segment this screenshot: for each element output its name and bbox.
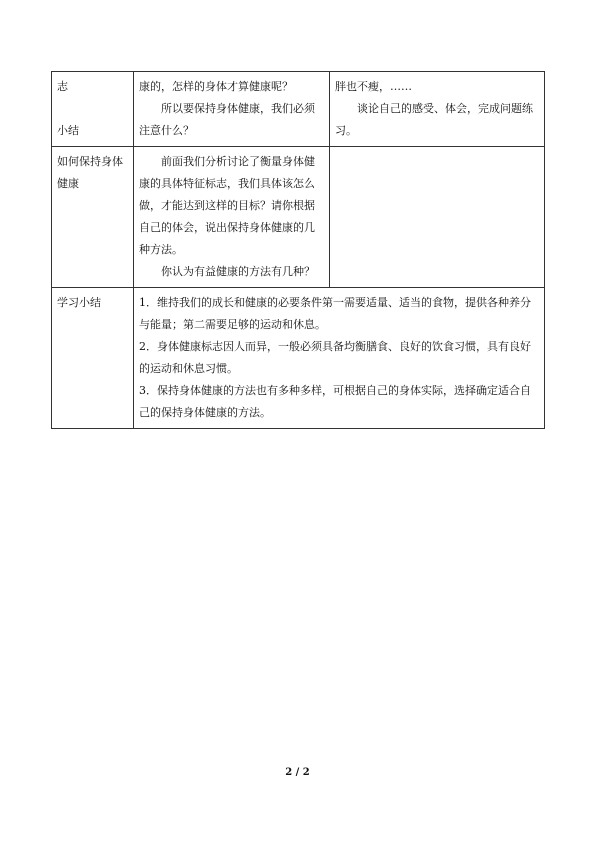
summary-item: 1．维持我们的成长和健康的必要条件第一需要适量、适当的食物，提供各种养分与能量；第二需要足够的运动和休息。 [139, 296, 531, 331]
row-label: 志 [57, 80, 68, 93]
student-activity-cell [330, 147, 545, 288]
paragraph: 胖也不瘦，…… [335, 80, 412, 93]
row-label: 小结 [57, 124, 79, 137]
teacher-activity-cell [134, 147, 330, 288]
lesson-table [51, 71, 545, 429]
table-row [52, 72, 545, 147]
page-number: 2 / 2 [285, 767, 310, 778]
row-label: 学习小结 [57, 296, 101, 309]
paragraph: 康的，怎样的身体才算健康呢？ [139, 80, 293, 93]
table-row [52, 288, 545, 429]
paragraph: 谈论自己的感受、体会，完成问题练习。 [335, 102, 533, 137]
paragraph: 你认为有益健康的方法有几种？ [161, 265, 315, 278]
table-row [52, 147, 545, 288]
summary-item: 2．身体健康标志因人而异，一般必须具备均衡膳食、良好的饮食习惯，具有良好的运动和休息习惯。 [139, 340, 531, 375]
teacher-activity-cell [134, 72, 330, 147]
student-activity-cell [330, 72, 545, 147]
paragraph: 所以要保持身体健康，我们必须注意什么？ [139, 102, 315, 137]
summary-item: 3．保持身体健康的方法也有多种多样，可根据自己的身体实际，选择确定适合自己的保持身体健康的方法。 [139, 384, 531, 419]
paragraph: 前面我们分析讨论了衡量身体健康的具体特征标志，我们具体该怎么做，才能达到这样的目标？请你根据自己的体会，说出保持身体健康的几种方法。 [139, 155, 315, 256]
row-label-cell [52, 147, 134, 288]
row-label-cell [52, 288, 134, 429]
summary-cell [134, 288, 545, 429]
row-label: 如何保持身体健康 [57, 155, 123, 190]
row-label-cell [52, 72, 134, 147]
